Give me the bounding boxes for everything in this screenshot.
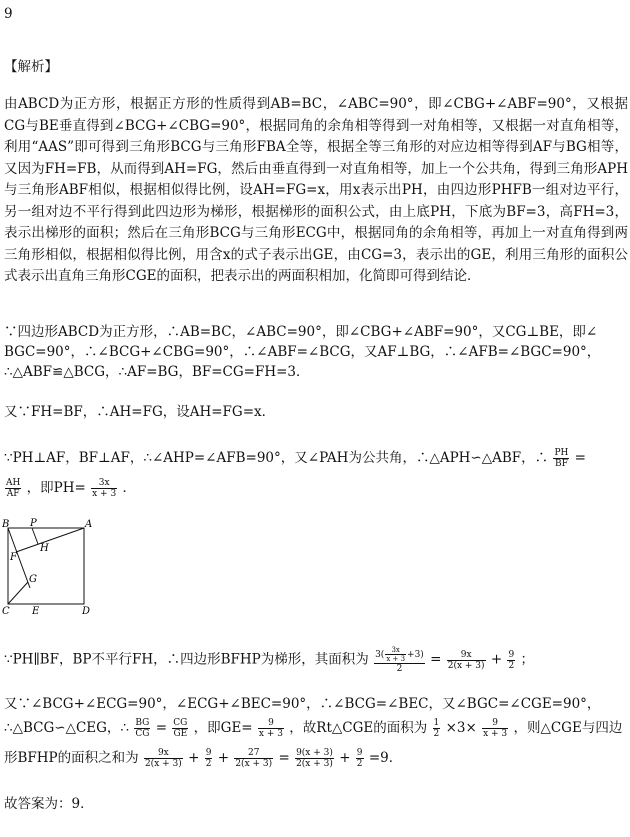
solution-line-2: BGC=90°，∴∠BCG+∠CBG=90°，∴∠ABF=∠BCG，又AF⊥BG，∴∠AFB=∠BGC=90°，: [4, 344, 601, 360]
fraction-9-x3: $\frac{9}{x + 3}$: [483, 718, 508, 739]
period: ．: [122, 480, 136, 496]
label-b: B: [2, 519, 10, 530]
equals-sign: =: [574, 450, 586, 466]
line-ph: [32, 528, 38, 544]
solution-line-7: [4, 646, 534, 674]
plus-sign: +: [339, 750, 351, 766]
label-f: F: [10, 552, 17, 563]
line-af: [16, 528, 84, 552]
sum-intro-text: ，则△CGE与四边: [513, 720, 623, 736]
analysis-paragraph: 由ABCD为正方形，根据正方形的性质得到AB=BC，∠ABC=90°，即∠CBG+∠ABF=90°，又根据CG与BE垂直得到∠BCG+∠CBG=90°，根据同角的余角相等得到一对角相等，又根据一对直角相等，利用“AAS”即可得到三角形BCG与三角形FBA全等，根据全等三角形的对应边相等得到AF与BG相等，又因为FH=FB，从而得到AH=FG，然后由垂直得到一对直角相等，加上一个公共角，得到三角形APH与三角形ABF相似，根据相似得比例，设AH=FG=x，用x表示出PH，由四边形PHFB一组对边平行，另一组对边不平行得到此四边形为梯形，根据梯形的面积公式，由上底PH，下底为BF=3，高FH=3，表示出梯形的面积；然后在三角形BCG与三角形ECG中，根据同角的余角相等，再加上一对直角得到两三角形相似，根据相似得比例，用含x的式子表示出GE，由CG=3，表示出的GE，利用三角形的面积公式表示出直角三角形CGE的面积，把表示出的两面积相加，化简即可得到结论．: [4, 96, 628, 284]
fraction-bg-cg: $\frac{BG}{CG}$: [135, 718, 150, 739]
label-h: H: [40, 543, 49, 554]
plus-sign: +: [490, 651, 503, 668]
fraction-trapezoid-area: 3( $\frac{3x}{x + 3}$ +3) 2: [375, 646, 424, 674]
solution-line-6: [4, 478, 136, 499]
label-g: G: [29, 574, 37, 585]
fraction-sum-2: $\frac{9}{2}$: [205, 748, 212, 769]
sum-text: 形BFHP的面积之和为: [4, 750, 139, 766]
solution-line-5: [4, 448, 586, 469]
fraction-9-2: $\frac{9}{2}$: [508, 649, 515, 671]
fraction-cg-ge: $\frac{CG}{GE}$: [173, 718, 188, 739]
semicolon: ；: [520, 651, 534, 668]
solution-line-3: ∴△ABF≌△BCG，∴AF=BG，BF=CG=FH=3．: [4, 364, 310, 380]
similar-text: ∴△BCG∽△CEG，∴: [4, 720, 130, 736]
equals-sign: =: [430, 651, 442, 668]
similar-triangles-text: ∵PH⊥AF，BF⊥AF，∴∠AHP=∠AFB=90°，又∠PAH为公共角，∴△APH∽△ABF，∴: [4, 450, 549, 466]
fraction-sum-4: $\frac{9(x + 3)}{2(x + 3)}$: [296, 748, 333, 769]
plus-sign: +: [217, 750, 230, 766]
fraction-ph-bf: $\frac{PH}{BF}$: [554, 448, 569, 469]
solution-line-9: [4, 718, 622, 739]
fraction-half: $\frac{1}{2}$: [433, 718, 440, 739]
final-result: =9．: [368, 750, 403, 766]
equals-sign: =: [278, 750, 290, 766]
label-e: E: [32, 606, 40, 617]
label-p: P: [30, 518, 37, 529]
equals-sign: =: [155, 720, 167, 736]
square-abcd: [8, 528, 84, 604]
solution-line-1: ∵四边形ABCD为正方形，∴AB=BC，∠ABC=90°，即∠CBG+∠ABF=90°，又CG⊥BE，即∠: [4, 324, 598, 340]
fraction-sum-5: $\frac{9}{2}$: [356, 748, 363, 769]
trapezoid-text: ∵PH∥BF，BP不平行FH，∴四边形BFHP为梯形，其面积为: [4, 651, 369, 668]
solution-line-8: 又∵∠BCG+∠ECG=90°，∠ECG+∠BEC=90°，∴∠BCG=∠BEC，又∠BGC=∠CGE=90°，: [4, 696, 601, 712]
times-text: ×3×: [445, 720, 477, 736]
fraction-sum-1: $\frac{9x}{2(x + 3)}$: [144, 748, 182, 769]
geometry-figure: [2, 518, 92, 618]
line-cg: [8, 582, 28, 604]
fraction-ph-value: $\frac{3x}{x + 3}$: [92, 478, 117, 499]
fraction-9x: $\frac{9x}{2(x + 3)}$: [447, 649, 485, 671]
label-c: C: [2, 606, 10, 617]
area-text: ，故Rt△CGE的面积为: [289, 720, 428, 736]
fraction-sum-3: $\frac{27}{2(x + 3)}$: [235, 748, 273, 769]
page-number: 9: [4, 6, 13, 22]
fraction-ah-af: $\frac{AH}{AF}$: [6, 478, 21, 499]
answer-line: 故答案为：9．: [4, 796, 94, 812]
label-a: A: [85, 519, 92, 530]
label-d: D: [82, 606, 91, 617]
ge-text: ，即GE=: [193, 720, 253, 736]
solution-line-10: [4, 748, 402, 769]
plus-sign: +: [188, 750, 200, 766]
solution-line-4: 又∵FH=BF，∴AH=FG，设AH=FG=x．: [4, 404, 276, 420]
fraction-ge-value: $\frac{9}{x + 3}$: [258, 718, 283, 739]
ph-result-text: ，即PH=: [26, 480, 86, 496]
section-header: 【解析】: [4, 59, 58, 75]
